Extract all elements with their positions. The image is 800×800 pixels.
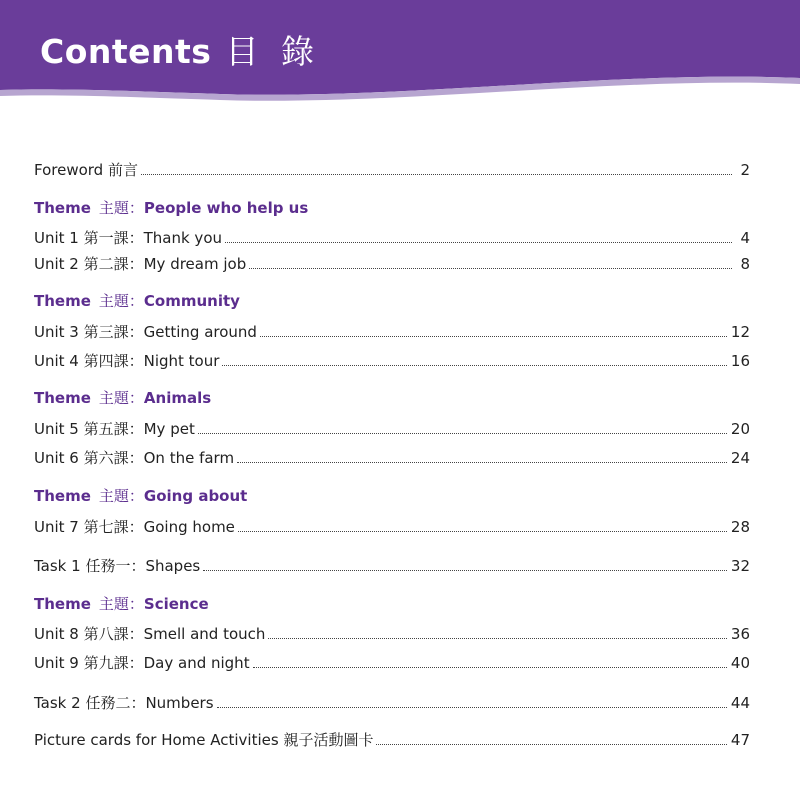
entry-label: Unit 4 第四課：Night tour xyxy=(34,352,220,370)
entry-label: Unit 1 第一課：Thank you xyxy=(34,229,222,247)
entry-label: Unit 9 第九課：Day and night xyxy=(34,654,250,672)
theme-word: Theme xyxy=(34,199,91,217)
theme-zh: 主題 xyxy=(98,487,129,505)
entry-label: Task 1 任務一：Shapes xyxy=(34,557,201,575)
toc-entry-picture-cards[interactable] xyxy=(34,726,750,750)
entry-label: Unit 8 第八課：Smell and touch xyxy=(34,625,266,643)
dot-leader xyxy=(225,241,732,243)
theme-zh: 主題 xyxy=(98,199,129,217)
dot-leader xyxy=(198,432,727,434)
theme-name: Community xyxy=(143,292,240,310)
toc-entry-unit-4[interactable] xyxy=(34,347,750,371)
entry-label: Unit 3 第三課：Getting around xyxy=(34,323,257,341)
dot-leader xyxy=(217,706,727,708)
page-number: 8 xyxy=(740,255,750,273)
entry-label: Unit 7 第七課：Going home xyxy=(34,518,235,536)
dot-leader xyxy=(238,530,727,532)
dot-leader xyxy=(203,569,727,571)
theme-name: People who help us xyxy=(143,199,309,217)
page-number: 32 xyxy=(730,557,750,575)
toc-entry-task-2[interactable] xyxy=(34,689,750,713)
entry-label: Task 2 任務二：Numbers xyxy=(34,694,214,712)
theme-separator: ： xyxy=(128,199,144,217)
page-number: 24 xyxy=(730,449,750,467)
page-number: 2 xyxy=(740,161,750,179)
contents-header-banner xyxy=(0,0,800,110)
toc-entry-unit-6[interactable] xyxy=(34,444,750,468)
theme-zh: 主題 xyxy=(98,595,129,613)
toc-entry-foreword[interactable] xyxy=(34,156,750,180)
page-number: 16 xyxy=(730,352,750,370)
theme-name: Animals xyxy=(143,389,212,407)
entry-label: Foreword 前言 xyxy=(34,161,138,179)
theme-heading xyxy=(34,387,211,409)
theme-separator: ： xyxy=(128,292,144,310)
theme-name: Going about xyxy=(143,487,248,505)
toc-entry-unit-8[interactable] xyxy=(34,620,750,644)
title-english: Contents xyxy=(40,32,212,71)
dot-leader xyxy=(376,743,726,745)
page-number: 40 xyxy=(730,654,750,672)
theme-word: Theme xyxy=(34,389,91,407)
title-chinese: 目 錄 xyxy=(225,32,320,71)
page-number: 12 xyxy=(730,323,750,341)
theme-word: Theme xyxy=(34,595,91,613)
theme-heading xyxy=(34,593,209,615)
dot-leader xyxy=(237,461,727,463)
toc-entry-unit-7[interactable] xyxy=(34,513,750,537)
page-number: 36 xyxy=(730,625,750,643)
theme-separator: ： xyxy=(128,487,144,505)
theme-word: Theme xyxy=(34,487,91,505)
dot-leader xyxy=(260,335,727,337)
page-number: 4 xyxy=(740,229,750,247)
dot-leader xyxy=(141,173,732,175)
toc-entry-unit-2[interactable] xyxy=(34,250,750,274)
toc-entry-unit-1[interactable] xyxy=(34,224,750,248)
page-number: 44 xyxy=(730,694,750,712)
page-number: 47 xyxy=(730,731,750,749)
theme-separator: ： xyxy=(128,389,144,407)
theme-zh: 主題 xyxy=(98,389,129,407)
entry-label: Unit 6 第六課：On the farm xyxy=(34,449,235,467)
page-number: 20 xyxy=(730,420,750,438)
dot-leader xyxy=(253,666,727,668)
toc-entry-unit-3[interactable] xyxy=(34,318,750,342)
dot-leader xyxy=(268,637,727,639)
theme-name: Science xyxy=(143,595,209,613)
theme-word: Theme xyxy=(34,292,91,310)
toc-entry-unit-9[interactable] xyxy=(34,649,750,673)
toc-entry-unit-5[interactable] xyxy=(34,415,750,439)
dot-leader xyxy=(249,267,732,269)
entry-label: Picture cards for Home Activities 親子活動圖卡 xyxy=(34,731,374,749)
theme-heading xyxy=(34,485,247,507)
page-number: 28 xyxy=(730,518,750,536)
theme-heading xyxy=(34,290,240,312)
theme-separator: ： xyxy=(128,595,144,613)
page-title xyxy=(40,26,320,73)
toc-entry-task-1[interactable] xyxy=(34,552,750,576)
entry-label: Unit 5 第五課：My pet xyxy=(34,420,195,438)
theme-zh: 主題 xyxy=(98,292,129,310)
dot-leader xyxy=(222,364,726,366)
theme-heading xyxy=(34,197,308,219)
entry-label: Unit 2 第二課：My dream job xyxy=(34,255,247,273)
